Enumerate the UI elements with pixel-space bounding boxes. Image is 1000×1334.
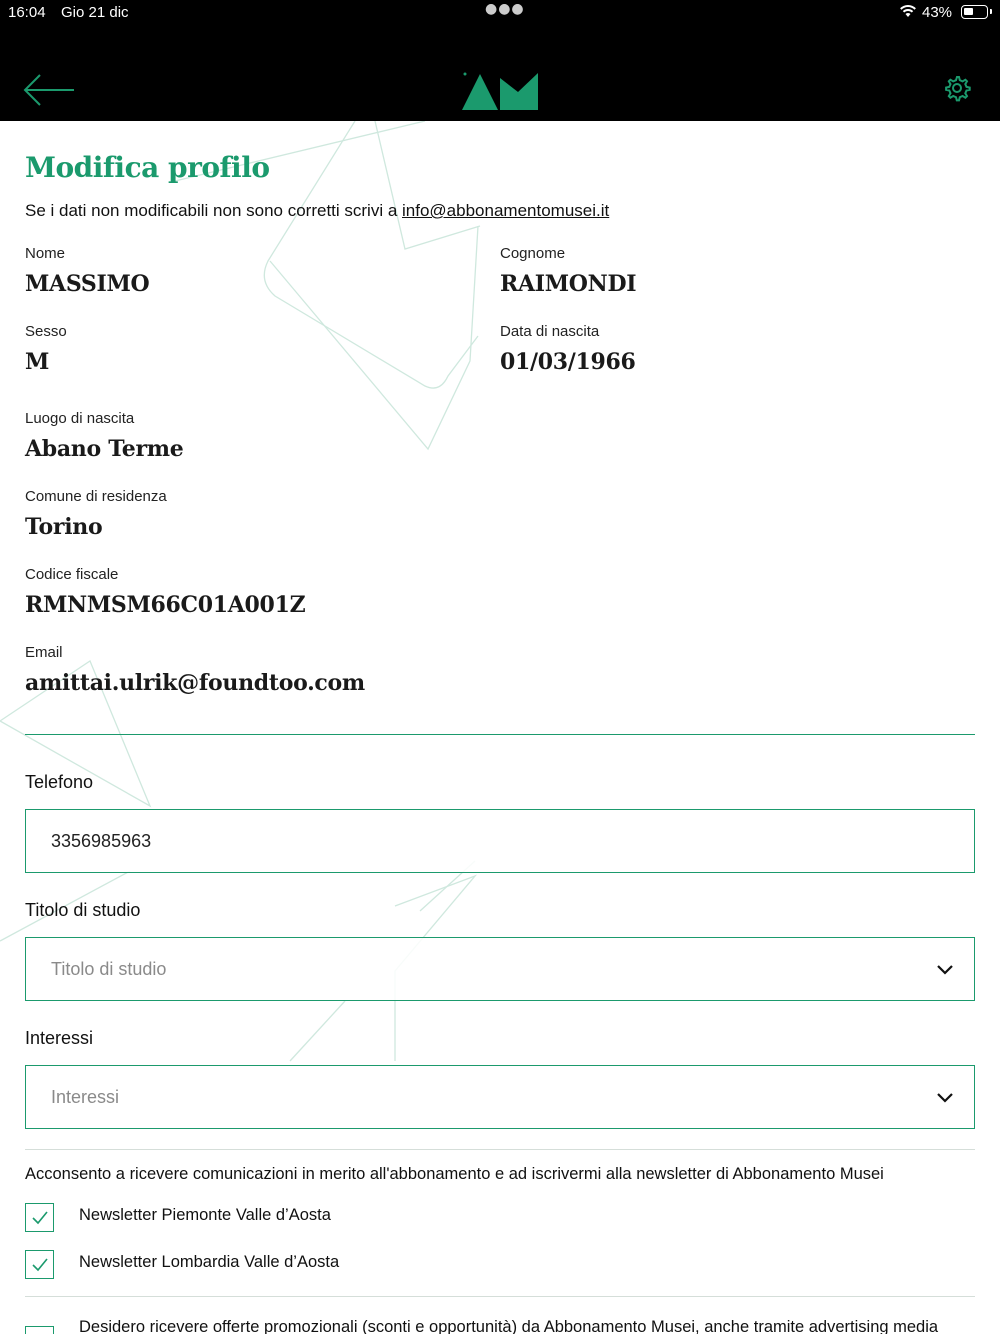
multitasking-dots-icon[interactable]: ●●● — [485, 1, 525, 17]
luogo-nascita-label: Luogo di nascita — [25, 410, 135, 427]
chevron-down-icon — [936, 962, 954, 976]
am-logo[interactable] — [460, 70, 540, 112]
data-nascita-label: Data di nascita — [500, 323, 600, 340]
checkmark-icon — [31, 1210, 49, 1226]
newsletter-lombardia-checkbox[interactable] — [25, 1250, 54, 1279]
email-value: amittai.ulrik@foundtoo.com — [25, 670, 365, 696]
interessi-placeholder: Interessi — [51, 1087, 120, 1107]
subtitle-text: Se i dati non modificabili non sono corretti scrivi a — [25, 201, 403, 220]
newsletter-piemonte-row[interactable] — [25, 1203, 975, 1233]
titolo-studio-select[interactable] — [25, 937, 975, 1001]
promo-checkbox[interactable] — [25, 1326, 54, 1334]
battery-icon — [961, 5, 988, 19]
nome-value: MASSIMO — [25, 271, 150, 297]
gear-icon[interactable] — [943, 74, 971, 102]
newsletter-consent-text: Acconsento a ricevere comunicazioni in merito all'abbonamento e ad iscrivermi alla newsletter di Abbonamento Musei — [25, 1165, 884, 1183]
comune-residenza-value: Torino — [25, 514, 103, 540]
page-title: Modifica profilo — [25, 151, 270, 184]
titolo-studio-label: Titolo di studio — [25, 900, 141, 920]
newsletter-piemonte-checkbox[interactable] — [25, 1203, 54, 1232]
titolo-studio-placeholder: Titolo di studio — [51, 959, 167, 979]
comune-residenza-label: Comune di residenza — [25, 488, 167, 505]
telefono-label: Telefono — [25, 772, 94, 792]
newsletter-divider — [25, 1149, 975, 1150]
promo-divider — [25, 1296, 975, 1297]
interessi-label: Interessi — [25, 1028, 94, 1048]
wifi-icon — [899, 4, 917, 18]
chevron-down-icon — [936, 1090, 954, 1104]
telefono-input[interactable] — [25, 809, 975, 873]
status-bar — [0, 0, 1000, 26]
sesso-value: M — [25, 349, 50, 375]
promo-consent-text: Desidero ricevere offerte promozionali (sconti e opportunità) da Abbonamento Musei, anche tramite advertising media — [79, 1318, 939, 1334]
telefono-value: 3356985963 — [51, 831, 152, 851]
sesso-label: Sesso — [25, 323, 67, 340]
section-divider — [25, 734, 975, 735]
interessi-select[interactable] — [25, 1065, 975, 1129]
newsletter-lombardia-row[interactable] — [25, 1250, 975, 1280]
app-header — [0, 0, 1000, 121]
cognome-value: RAIMONDI — [500, 271, 637, 297]
email-label: Email — [25, 644, 63, 661]
luogo-nascita-value: Abano Terme — [25, 436, 184, 462]
codice-fiscale-label: Codice fiscale — [25, 566, 119, 583]
battery-percentage: 43% — [922, 4, 953, 21]
data-nascita-value: 01/03/1966 — [500, 349, 636, 375]
cognome-label: Cognome — [500, 245, 566, 262]
page-subtitle — [25, 201, 609, 221]
newsletter-lombardia-label: Newsletter Lombardia Valle d’Aosta — [79, 1253, 340, 1271]
checkmark-icon — [31, 1257, 49, 1273]
background-decoration — [0, 121, 1000, 1334]
nome-label: Nome — [25, 245, 66, 262]
status-time: 16:04 — [8, 4, 46, 21]
back-arrow-icon[interactable] — [22, 72, 78, 108]
support-email-link[interactable]: info@abbonamentomusei.it — [402, 201, 610, 220]
codice-fiscale-value: RMNMSM66C01A001Z — [25, 592, 306, 618]
status-date: Gio 21 dic — [61, 4, 129, 21]
newsletter-piemonte-label: Newsletter Piemonte Valle d’Aosta — [79, 1206, 331, 1224]
